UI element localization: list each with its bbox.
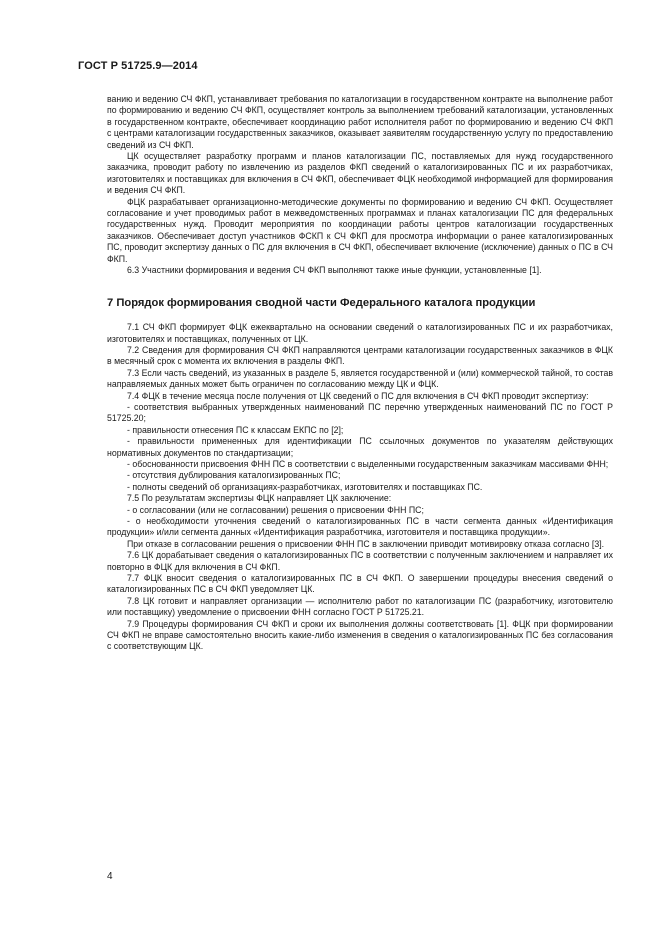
paragraph: 7.2 Сведения для формирования СЧ ФКП направляются центрами каталогизации государственных заказчиков в ФЦК в месячный срок с момента их включения в разделы ФКП. <box>107 344 613 367</box>
paragraph: 6.3 Участники формирования и ведения СЧ ФКП выполняют также иные функции, установленные [1]. <box>127 265 542 276</box>
document-body <box>107 94 613 653</box>
paragraph: 7.4 ФЦК в течение месяца после получения от ЦК сведений о ПС для включения в СЧ ФКП проводит экспертизу: <box>127 390 589 401</box>
list-item: - правильности отнесения ПС к классам ЕКПС по [2]; <box>127 424 344 435</box>
paragraph: 7.3 Если часть сведений, из указанных в разделе 5, является государственной и (или) коммерческой тайной, то состав направляемых данных может быть ограничен по согласованию между ЦК и ФЦК. <box>107 367 613 390</box>
page-number: 4 <box>107 871 113 882</box>
list-item: - о согласовании (или не согласовании) решения о присвоении ФНН ПС; <box>127 504 424 515</box>
list-item: - правильности примененных для идентификации ПС ссылочных документов по указателям действующих нормативных документов по стандартизации; <box>107 436 613 458</box>
list-item: - отсутствия дублирования каталогизированных ПС; <box>127 470 341 481</box>
list-item: - соответствия выбранных утвержденных наименований ПС перечню утвержденных наименований ПС по ГОСТ Р 51725.20; <box>107 401 613 424</box>
paragraph: При отказе в согласовании решения о присвоении ФНН ПС в заключении приводит мотивировку отказа согласно [3]. <box>127 538 605 549</box>
paragraph: 7.1 СЧ ФКП формирует ФЦК ежеквартально на основании сведений о каталогизированных ПС и их разработчиках, изготовителях и поставщиках, полученных от ЦК. <box>107 322 613 344</box>
document-header: ГОСТ Р 51725.9—2014 <box>78 60 198 72</box>
paragraph: 7.7 ФЦК вносит сведения о каталогизированных ПС в СЧ ФКП. О завершении процедуры внесения сведений о каталогизированных ПС в СЧ ФКП уведомляет ЦК. <box>107 573 613 595</box>
paragraph: 7.5 По результатам экспертизы ФЦК направляет ЦК заключение: <box>127 493 392 504</box>
list-item: - о необходимости уточнения сведений о каталогизированных ПС в части сегмента данных «Идентификация продукции» и/или сегмента данных «Идентификация разработчика, изготовителя и поставщика продукции». <box>107 516 613 538</box>
list-item: - обоснованности присвоения ФНН ПС в соответствии с выделенными государственным заказчикам массивами ФНН; <box>127 458 609 469</box>
paragraph: 7.9 Процедуры формирования СЧ ФКП и сроки их выполнения должны соответствовать [1]. ФЦК при формировании СЧ ФКП не вправе самостоятельно вносить какие-либо изменения в сведения о каталогизированных ПС без согласования с соответствующим ЦК. <box>107 618 613 652</box>
list-item: - полноты сведений об организациях-разработчиках, изготовителях и поставщиках ПС. <box>127 481 483 492</box>
paragraph: ФЦК разрабатывает организационно-методические документы по формированию и ведению СЧ ФКП. Осуществляет согласование и учет проводимых работ в межведомственных программах и планах каталогизации ПС для федеральных государственных нужд. Проводит мероприятия по координации работы центров каталогизации государственных заказчиков. Обеспечивает доступ участников ФСКП к СЧ ФКП для просмотра информации о ранее каталогизированных ПС, проводит экспертизу данных о ПС для включения в СЧ ФКП, обеспечивает включение (исключение) данных о ПС в СЧ ФКП. <box>107 196 613 264</box>
section-title: 7 Порядок формирования сводной части Федерального каталога продукции <box>107 296 536 309</box>
paragraph-continuation: ванию и ведению СЧ ФКП, устанавливает требования по каталогизации в государственном контракте на выполнение работ по формированию и ведению СЧ ФКП, осуществляет контроль за выполнением требований каталогизации, установленных в государственном контракте, обеспечивает координацию работ исполнителя работ по формированию и ведению СЧ ФКП с центрами каталогизации государственных заказчиков, оказывает заявителям государственную услугу по предоставлению сведений из СЧ ФКП. <box>107 94 613 150</box>
paragraph: 7.8 ЦК готовит и направляет организации — исполнителю работ по каталогизации ПС (разработчику, изготовителю или поставщику) уведомление о присвоении ФНН согласно ГОСТ Р 51725.21. <box>107 595 613 618</box>
paragraph: ЦК осуществляет разработку программ и планов каталогизации ПС, поставляемых для нужд государственного заказчика, проводит работу по извлечению из разделов ФКП сведений о каталогизированных ПС и их разработчиках, изготовителях и поставщиках для включения в СЧ ФКП, обеспечивает ФЦК необходимой информацией для формирования и ведения СЧ ФКП. <box>107 151 613 196</box>
paragraph: 7.6 ЦК дорабатывает сведения о каталогизированных ПС в соответствии с полученным заключением и направляет их повторно в ФЦК для включения в СЧ ФКП. <box>107 550 613 572</box>
